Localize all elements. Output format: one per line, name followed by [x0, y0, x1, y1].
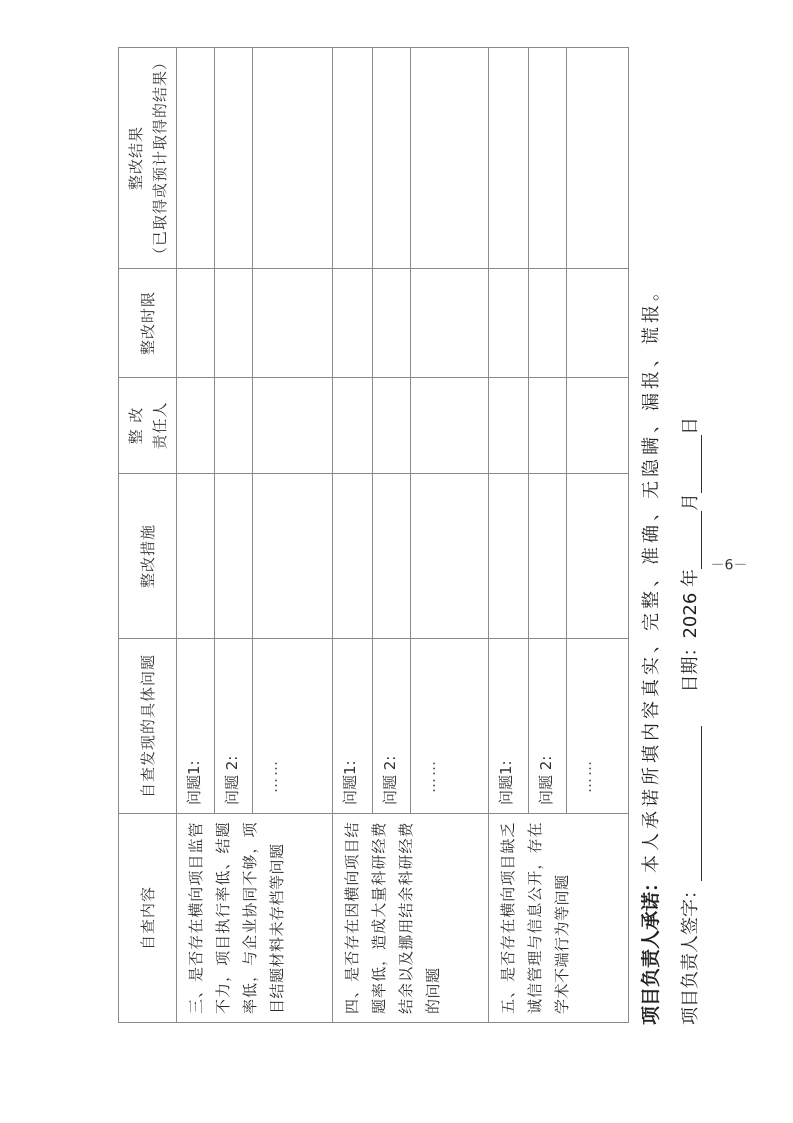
problem-cell: ……: [411, 639, 489, 814]
table-header-row: [119, 48, 177, 1023]
responsible-cell: [215, 378, 253, 474]
self-check-table: [118, 47, 629, 1023]
pledge-label: 项目负责人承诺：: [640, 872, 662, 1025]
deadline-cell: [411, 269, 489, 378]
measure-cell: [567, 474, 629, 639]
signature-blank[interactable]: [683, 726, 702, 881]
deadline-cell: [529, 269, 567, 378]
content-cell-5: 五、是否存在横向项目缺乏诚信管理与信息公开，存在学术不端行为等问题: [489, 814, 629, 1023]
header-problems: 自查发现的具体问题: [119, 639, 177, 814]
table-row: [177, 48, 215, 1023]
problem-cell: 问题 2:: [373, 639, 411, 814]
pledge-line: [636, 279, 663, 1025]
header-measures: 整改措施: [119, 474, 177, 639]
deadline-cell: [253, 269, 333, 378]
measure-cell: [215, 474, 253, 639]
page-number: －6－: [710, 557, 748, 574]
result-cell: [567, 48, 629, 269]
responsible-cell: [489, 378, 529, 474]
measure-cell: [177, 474, 215, 639]
measure-cell: [411, 474, 489, 639]
result-cell: [215, 48, 253, 269]
measure-cell: [253, 474, 333, 639]
pledge-text: 本人承诺所填内容真实、完整、准确、无隐瞒、漏报、谎报。: [641, 278, 662, 873]
date-label: 日期：2026 年: [680, 569, 701, 693]
content-cell-4: 四、是否存在因横向项目结题率低，造成大量科研经费结余以及挪用结余科研经费的问题: [333, 814, 489, 1023]
responsible-cell: [177, 378, 215, 474]
responsible-cell: [253, 378, 333, 474]
result-cell: [529, 48, 567, 269]
result-cell: [489, 48, 529, 269]
problem-cell: 问题 2:: [529, 639, 567, 814]
result-cell: [177, 48, 215, 269]
signature-label: 项目负责人签字：: [680, 881, 701, 1025]
table-row: [489, 48, 529, 1023]
problem-cell: 问题1:: [177, 639, 215, 814]
deadline-cell: [567, 269, 629, 378]
responsible-cell: [411, 378, 489, 474]
result-cell: [333, 48, 373, 269]
responsible-cell: [333, 378, 373, 474]
month-label: 月: [680, 493, 701, 511]
deadline-cell: [333, 269, 373, 378]
responsible-cell: [373, 378, 411, 474]
result-cell: [253, 48, 333, 269]
measure-cell: [373, 474, 411, 639]
result-cell: [411, 48, 489, 269]
day-blank[interactable]: [683, 435, 702, 493]
problem-cell: ……: [253, 639, 333, 814]
signature-line: [676, 417, 702, 1025]
problem-cell: ……: [567, 639, 629, 814]
deadline-cell: [373, 269, 411, 378]
deadline-cell: [489, 269, 529, 378]
header-deadline: 整改时限: [119, 269, 177, 378]
responsible-cell: [567, 378, 629, 474]
problem-cell: 问题1:: [489, 639, 529, 814]
deadline-cell: [177, 269, 215, 378]
measure-cell: [489, 474, 529, 639]
header-result: 整改结果 （已取得或预计取得的结果）: [119, 48, 177, 269]
problem-cell: 问题1:: [333, 639, 373, 814]
month-blank[interactable]: [683, 511, 702, 569]
content-cell-3: 三、是否存在横向项目监管不力，项目执行率低、结题率低，与企业协同不够，项目结题材料未存档等问题: [177, 814, 333, 1023]
deadline-cell: [215, 269, 253, 378]
table-row: [333, 48, 373, 1023]
problem-cell: 问题 2:: [215, 639, 253, 814]
day-label: 日: [680, 417, 701, 435]
responsible-cell: [529, 378, 567, 474]
measure-cell: [529, 474, 567, 639]
result-cell: [373, 48, 411, 269]
measure-cell: [333, 474, 373, 639]
header-content: 自查内容: [119, 814, 177, 1023]
header-responsible: 整 改 责任人: [119, 378, 177, 474]
